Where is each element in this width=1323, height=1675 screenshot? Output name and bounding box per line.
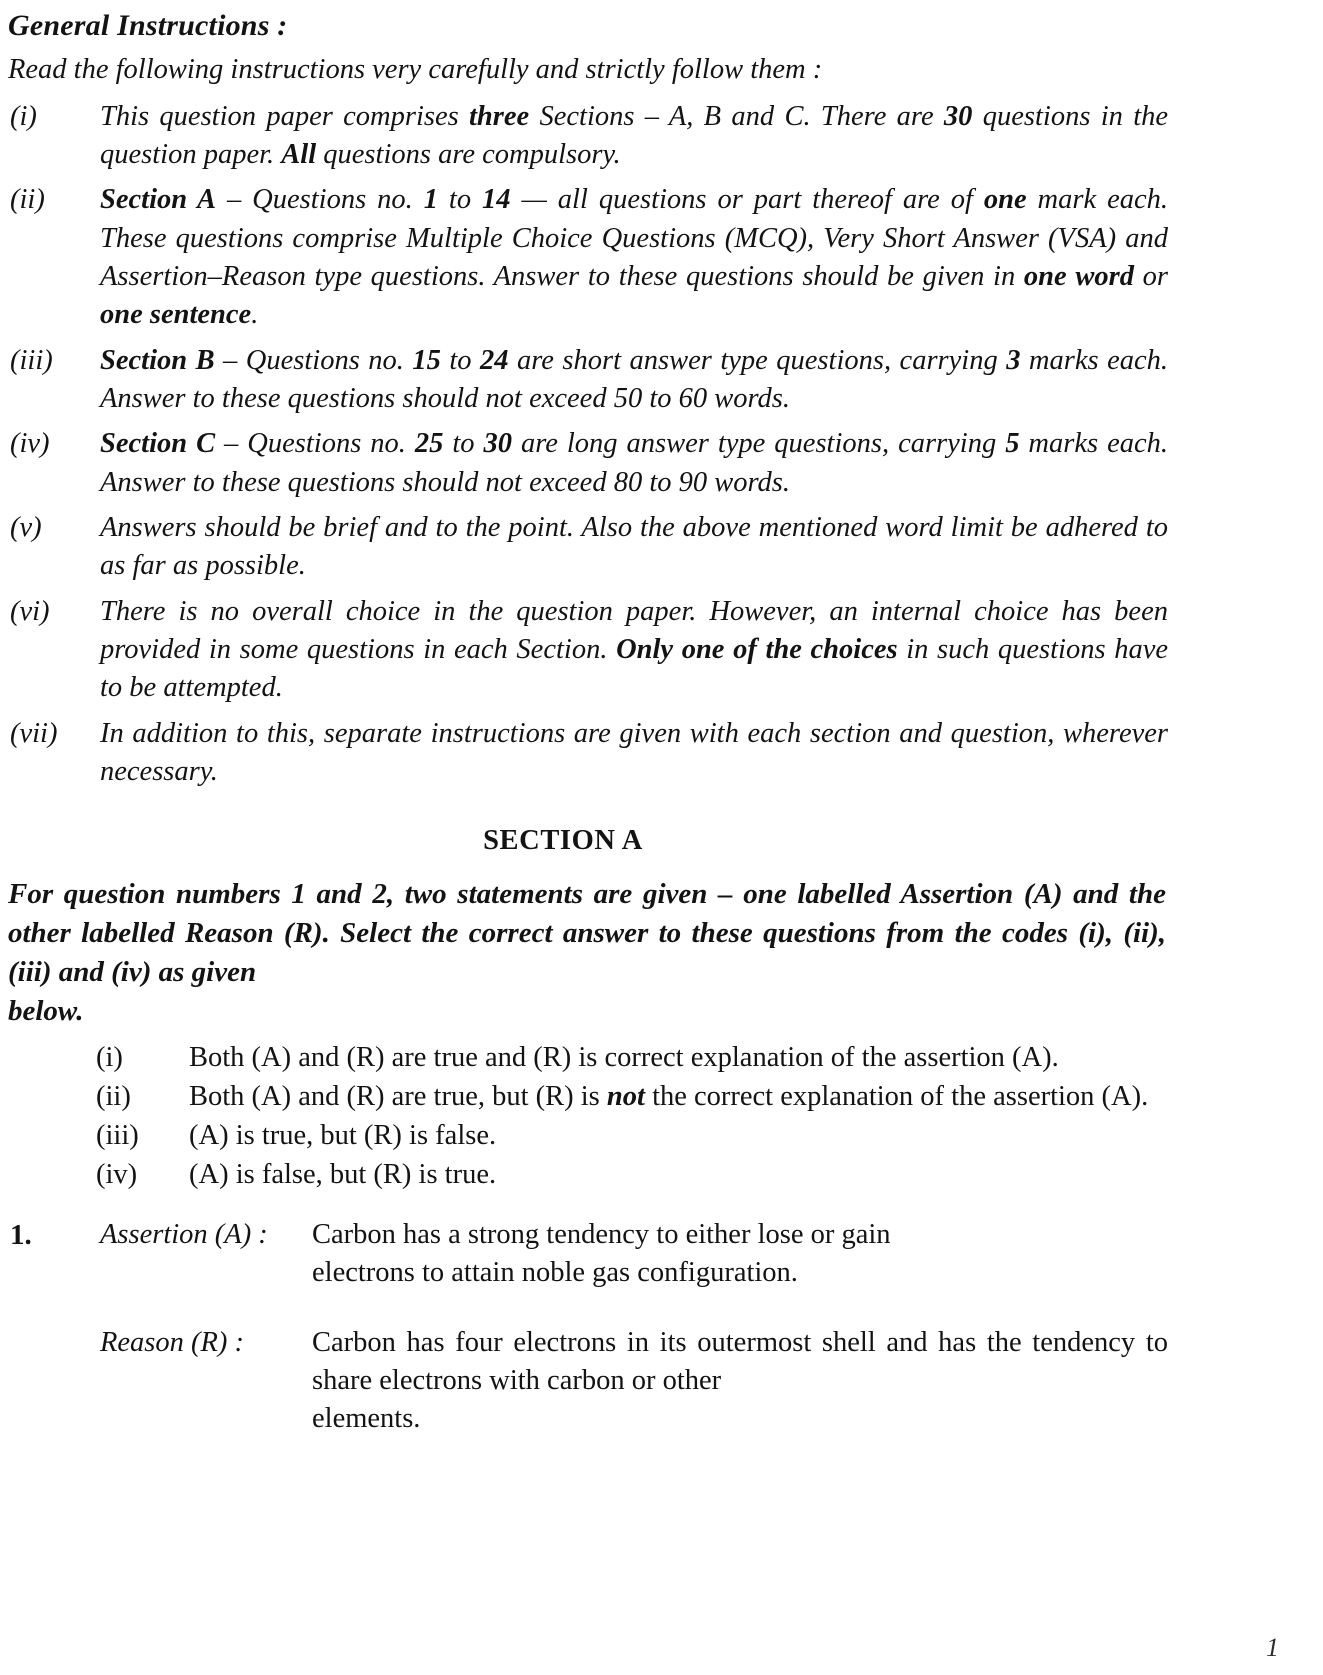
instruction-marker: (iii) (10, 344, 53, 376)
instruction-1-fragment-9: or (1133, 260, 1168, 292)
question-1-reason-line2: elements. (312, 1403, 421, 1435)
question-1-assertion-label: Assertion (A) : (100, 1218, 268, 1250)
instruction-1-fragment-6: one (983, 184, 1027, 216)
general-instructions-list (8, 98, 1168, 792)
answer-code-row-iii (8, 1117, 1168, 1155)
instruction-2-fragment-5: are short answer type questions, carrying (508, 344, 1007, 376)
instruction-text (100, 181, 1168, 334)
instruction-3-fragment-5: are long answer type questions, carrying (512, 428, 1006, 460)
answer-code-text (189, 1117, 1168, 1155)
instruction-marker: (vii) (10, 717, 58, 749)
instruction-2-fragment-0: Section B (100, 344, 215, 376)
intro-line: Read the following instructions very carefully and strictly follow them : (8, 54, 823, 86)
instruction-text (100, 509, 1168, 586)
instruction-row-vi (8, 593, 1168, 708)
instruction-row-v (8, 509, 1168, 586)
question-1-spacer (8, 1292, 1168, 1324)
instruction-3-fragment-6: 5 (1005, 428, 1020, 460)
instruction-2-fragment-7: marks each. Answer to these questions should not exceed 50 to 60 words. (100, 344, 1168, 414)
instruction-2-fragment-3: to (440, 344, 481, 376)
instruction-marker: (ii) (10, 184, 45, 216)
instruction-marker: (vi) (10, 595, 50, 627)
instruction-1-fragment-1: – Questions no. (216, 184, 424, 216)
instruction-row-vii (8, 715, 1168, 792)
instruction-text (100, 593, 1168, 708)
answer-code-text (189, 1156, 1168, 1194)
instruction-1-fragment-8: one word (1023, 260, 1134, 292)
answer-code-0-fragment-0: Both (A) and (R) are true and (R) is correct explanation of the assertion (A). (189, 1042, 1059, 1074)
answer-codes-list (8, 1039, 1168, 1194)
instruction-3-fragment-0: Section C (100, 428, 216, 460)
answer-code-2-fragment-0: (A) is true, but (R) is false. (189, 1119, 497, 1151)
answer-code-marker: (iii) (96, 1119, 139, 1151)
answer-code-row-i (8, 1039, 1168, 1077)
instruction-marker: (i) (10, 100, 37, 132)
instruction-2-fragment-2: 15 (412, 344, 441, 376)
instruction-0-fragment-3: 30 (943, 100, 973, 132)
question-1-assertion-line2: electrons to attain noble gas configuration. (312, 1256, 798, 1288)
answer-code-marker: (iv) (96, 1158, 138, 1190)
instruction-0-fragment-0: This question paper comprises (100, 100, 470, 132)
answer-code-marker: (ii) (96, 1081, 131, 1113)
instruction-3-fragment-2: 25 (414, 428, 444, 460)
instruction-1-fragment-3: to (437, 184, 483, 216)
instruction-3-fragment-1: – Questions no. (215, 428, 415, 460)
answer-code-row-ii (8, 1078, 1168, 1116)
assertion-reason-lead (8, 875, 1168, 1031)
instruction-0-fragment-2: Sections – A, B and C. There are (529, 100, 944, 132)
instruction-row-iv (8, 425, 1168, 502)
answer-code-1-fragment-2: the correct explanation of the assertion (A). (644, 1081, 1149, 1113)
answer-code-row-iv (8, 1156, 1168, 1194)
answer-code-marker: (i) (96, 1042, 123, 1074)
instruction-5-fragment-2: in such questions have to be attempted. (100, 633, 1169, 704)
page-title: General Instructions : (8, 9, 288, 42)
instruction-1-fragment-4: 14 (482, 184, 511, 216)
answer-code-text (189, 1078, 1168, 1116)
question-1-reason-row (8, 1324, 1168, 1439)
instruction-2-fragment-4: 24 (480, 344, 509, 376)
answer-code-text (189, 1039, 1168, 1077)
instruction-0-fragment-4: questions in the question paper. (100, 100, 1169, 170)
question-1-assertion-row (8, 1216, 1168, 1292)
instruction-row-iii (8, 342, 1168, 419)
instruction-text (100, 342, 1168, 419)
assertion-reason-lead-main: For question numbers 1 and 2, two statements are given – one labelled Assertion (A) and the other labelled Reason (R). Select the correct answer to these questions from the codes (i), (ii), (iii) and (iv) as given (8, 878, 1166, 989)
instruction-4-fragment-0: Answers should be brief and to the point. Also the above mentioned word limit be adhered to as far as possible. (100, 511, 1168, 582)
instruction-2-fragment-1: – Questions no. (214, 344, 413, 376)
instruction-3-fragment-3: to (443, 428, 484, 460)
instruction-row-ii (8, 181, 1168, 334)
instruction-text (100, 715, 1168, 792)
instruction-1-fragment-10: one sentence (100, 299, 252, 331)
page-number: 1 (1266, 1633, 1279, 1662)
question-1-assertion-text (312, 1216, 1168, 1292)
instruction-0-fragment-6: questions are compulsory. (316, 138, 621, 170)
section-a-heading: SECTION A (483, 825, 643, 857)
answer-code-3-fragment-0: (A) is false, but (R) is true. (189, 1158, 497, 1190)
instruction-text (100, 425, 1168, 502)
instruction-6-fragment-0: In addition to this, separate instructions are given with each section and question, wherever necessary. (100, 717, 1168, 787)
instruction-3-fragment-4: 30 (483, 428, 512, 460)
instruction-1-fragment-2: 1 (423, 184, 438, 216)
question-1-reason-text (312, 1324, 1168, 1439)
question-1-reason-line1: Carbon has four electrons in its outermost shell and has the tendency to share electrons with carbon or other (312, 1327, 1168, 1397)
question-1-assertion-line1: Carbon has a strong tendency to either lose or gain (312, 1218, 891, 1250)
answer-code-1-fragment-0: Both (A) and (R) are true, but (R) is (189, 1081, 607, 1113)
instruction-marker: (v) (10, 511, 42, 543)
instruction-1-fragment-5: — all questions or part thereof are of (510, 184, 984, 216)
instruction-marker: (iv) (10, 428, 50, 460)
instruction-1-fragment-7: mark each. These questions comprise Multiple Choice Questions (MCQ), Very Short Answer (VSA) and Assertion–Reason type questions. Answer to these questions should be given in (100, 184, 1169, 292)
instruction-5-fragment-0: There is no overall choice in the question paper. However, an internal choice has been provided in some questions in each Section. (100, 595, 1168, 665)
question-1 (8, 1216, 1168, 1439)
instruction-row-i (8, 98, 1168, 175)
instruction-1-fragment-0: Section A (100, 184, 216, 216)
question-1-number: 1. (10, 1218, 32, 1251)
assertion-reason-lead-last: below. (8, 995, 84, 1028)
instruction-5-fragment-1: Only one of the choices (616, 633, 898, 665)
instruction-0-fragment-5: All (281, 138, 317, 170)
instruction-text (100, 98, 1168, 175)
instruction-3-fragment-7: marks each. Answer to these questions should not exceed 80 to 90 words. (100, 428, 1168, 498)
instruction-2-fragment-6: 3 (1006, 344, 1021, 376)
answer-code-1-fragment-1: not (606, 1081, 645, 1113)
instruction-0-fragment-1: three (469, 100, 530, 132)
instruction-1-fragment-11: . (251, 299, 259, 331)
question-1-reason-label: Reason (R) : (100, 1327, 245, 1359)
